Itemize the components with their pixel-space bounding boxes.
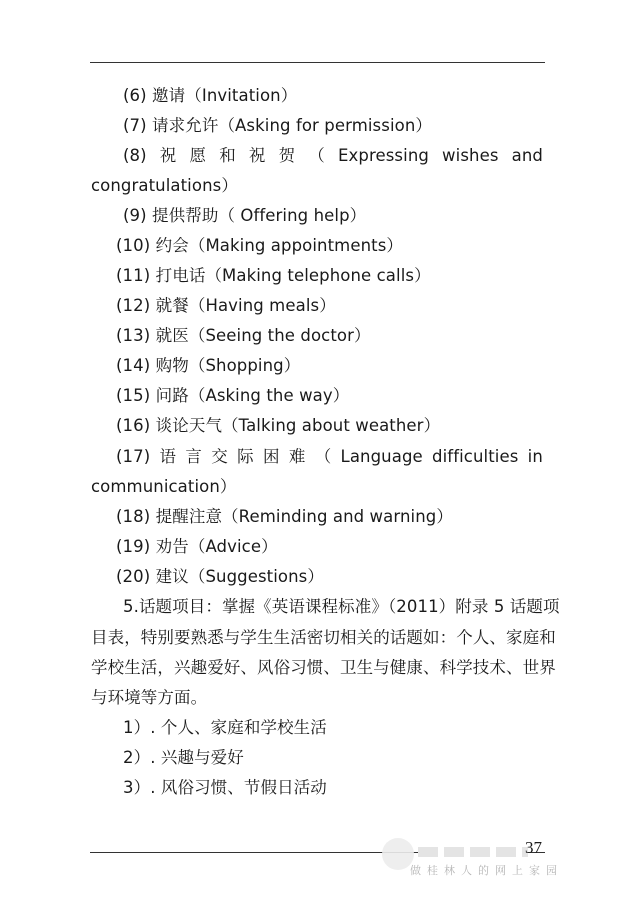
sub-item: 2）. 兴趣与爱好 [123, 748, 244, 767]
page-number: 37 [525, 838, 542, 857]
list-item: (7) 请求允许（Asking for permission） [123, 116, 432, 135]
list-item-continuation: congratulations） [91, 176, 238, 195]
paragraph-line: 与环境等方面。 [91, 688, 208, 707]
paragraph-line: 学校生活，兴趣爱好、风俗习惯、卫生与健康、科学技术、世界 [91, 658, 556, 677]
list-item-justified: (8) 祝 愿 和 祝 贺 （ Expressing wishes and [123, 146, 543, 165]
list-item: (12) 就餐（Having meals） [116, 296, 336, 315]
watermark-url-bar [418, 847, 528, 857]
list-item: (11) 打电话（Making telephone calls） [116, 266, 431, 285]
list-item-continuation: communication） [91, 477, 237, 496]
list-item: (19) 劝告（Advice） [116, 537, 278, 556]
paragraph-line: 目表，特别要熟悉与学生生活密切相关的话题如：个人、家庭和 [91, 628, 556, 647]
list-item: (14) 购物（Shopping） [116, 356, 301, 375]
list-item: (18) 提醒注意（Reminding and warning） [116, 507, 453, 526]
list-item: (6) 邀请（Invitation） [123, 86, 298, 105]
watermark [382, 832, 582, 882]
top-rule [90, 62, 545, 63]
list-item: (16) 谈论天气（Talking about weather） [116, 416, 441, 435]
section-5-heading: 5.话题项目：掌握《英语课程标准》（2011）附录 5 话题项 [123, 597, 560, 616]
list-item: (20) 建议（Suggestions） [116, 567, 324, 586]
watermark-text: 做桂林人的网上家园 [410, 864, 563, 877]
list-item: (9) 提供帮助（ Offering help） [123, 206, 367, 225]
sub-item: 1）. 个人、家庭和学校生活 [123, 718, 327, 737]
sub-item: 3）. 风俗习惯、节假日活动 [123, 778, 327, 797]
list-item: (10) 约会（Making appointments） [116, 236, 404, 255]
list-item-justified: (17) 语 言 交 际 困 难 （ Language difficulties in [116, 447, 543, 466]
list-item: (15) 问路（Asking the way） [116, 386, 350, 405]
list-item: (13) 就医（Seeing the doctor） [116, 326, 371, 345]
